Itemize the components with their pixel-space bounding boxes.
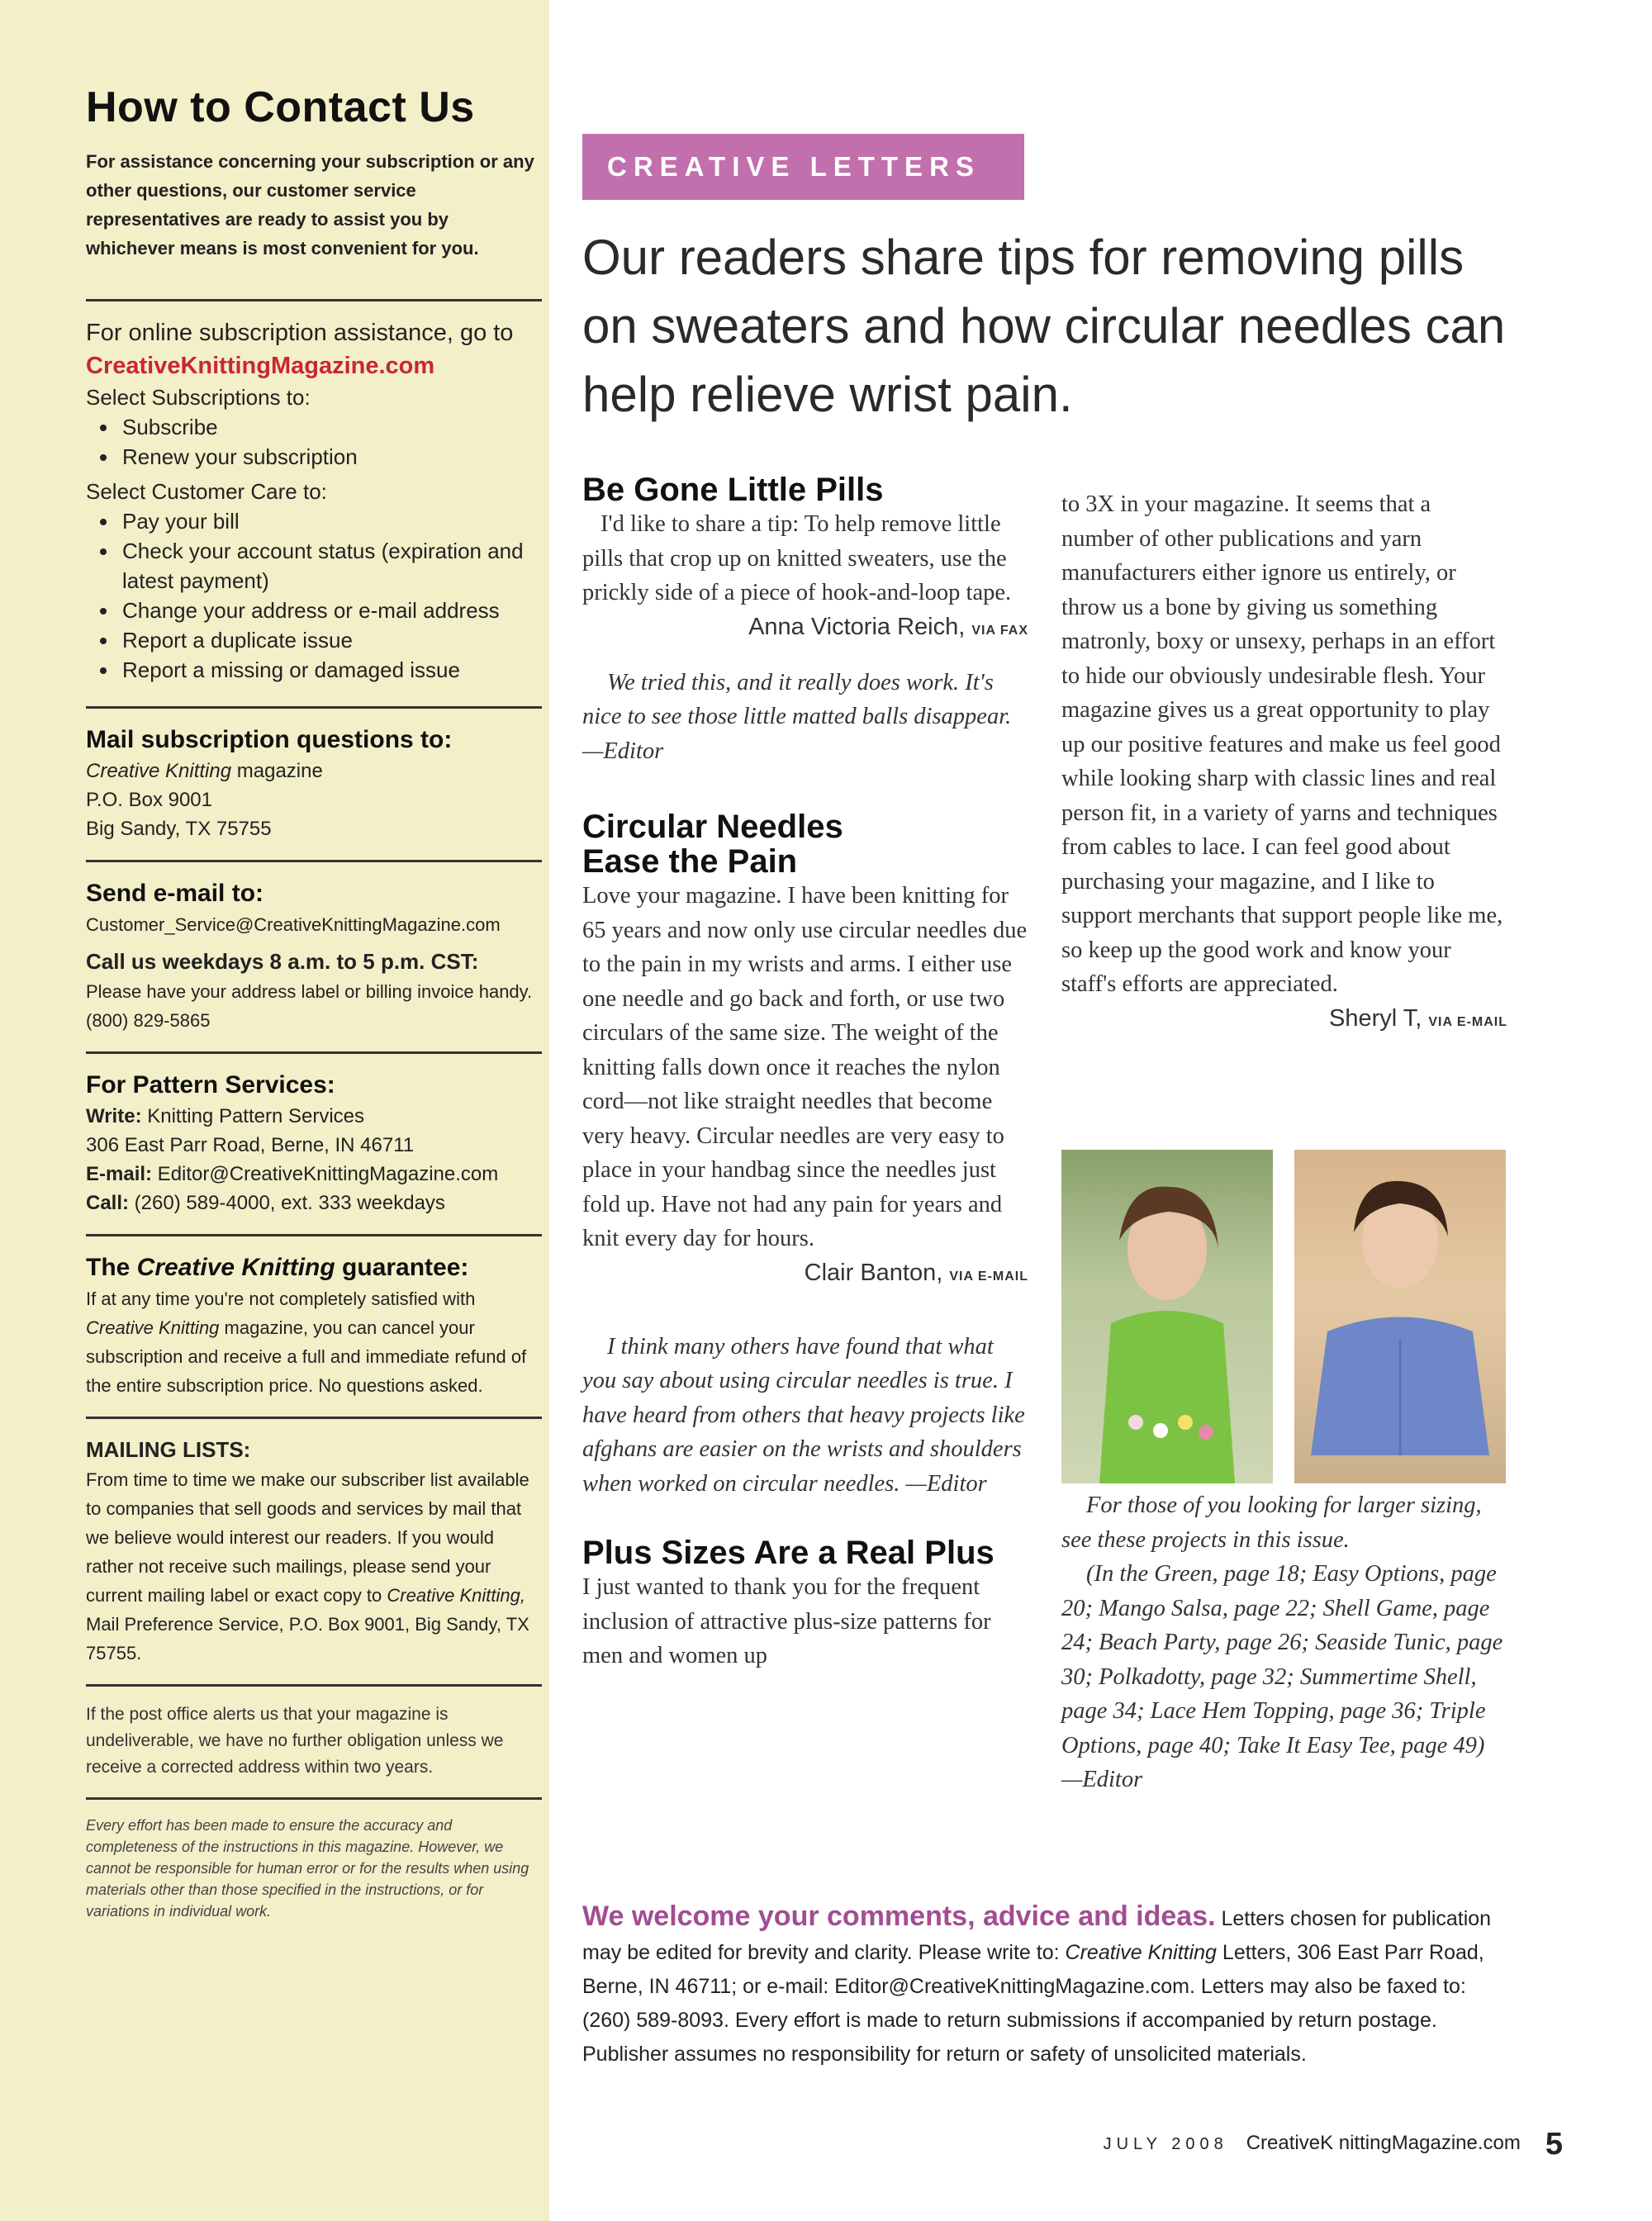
article-heading-pills: Be Gone Little Pills [582, 472, 884, 508]
photo-green-top-illustration [1061, 1150, 1273, 1483]
guarantee-text: If at any time you're not completely satisfied with [86, 1288, 476, 1309]
sidebar-intro: For assistance concerning your subscription or any other questions, our customer service representatives are ready to assist you by whichever means is most convenient for you. [86, 151, 534, 259]
mailing-text: From time to time we make our subscriber list available to companies that sell goods and services by mail that we believe would interest our readers. If you would rather not receive such mailings, please send your current mailing label or exact copy to [86, 1469, 529, 1606]
call-label: Call: [86, 1192, 130, 1214]
guarantee-heading-pre: The [86, 1254, 137, 1281]
photo-caption [1061, 1488, 1507, 1797]
editor-note-pills: We tried this, and it really does work. It's nice to see those little matted balls disappear. —Editor [582, 669, 1012, 764]
caption-projects: (In the Green, page 18; Easy Options, page 20; Mango Salsa, page 22; Shell Game, page 24; Beach Party, page 26; Seaside Tunic, page 30; Polkadotty, page 32; Summertime Shell, page 34; Lace Hem Topping, page 36; Triple Options, page 40; Take It Easy Tee, page 49) —Editor [1061, 1561, 1503, 1792]
via-label: VIA FAX [971, 623, 1028, 638]
article-body-plus-2: to 3X in your magazine. It seems that a number of other publications and yarn manufacturers either ignore us entirely, or throw us a bone by giving us something matronly, boxy or unsexy, perhaps in an effort to hide our obviously undesirable flesh. Your magazine gives us a great opportunity to play up our positive features and make us feel good while looking sharp with classic lines and real person fit, in a variety of yarns and techniques from cables to lace. I can feel good about purchasing your magazine, and I like to support merchants that support people like me, so keep up the good work and know your staff's efforts are appreciated. [1061, 491, 1503, 997]
welcome-heading: We welcome your comments, advice and ideas. [582, 1901, 1216, 1932]
disclaimer: Every effort has been made to ensure the accuracy and completeness of the instructions in this magazine. However, we cannot be responsible for human error or for the results when using materials other than those specified in the instructions, or for variations in individual work. [86, 1817, 529, 1920]
editor-note-needles: I think many others have found that what you say about using circular needles is true. I have heard from others that heavy projects like afghans are easier on the wrists and shoulders when worked on circular needles. —Editor [582, 1333, 1025, 1497]
subscriptions-label: Select Subscriptions to: [86, 385, 311, 410]
contact-sidebar [0, 0, 549, 2221]
mailing-text: Mail Preference Service, P.O. Box 9001, Big Sandy, TX 75755. [86, 1614, 529, 1663]
lede: Our readers share tips for removing pills on sweaters and how circular needles can help relieve wrist pain. [582, 230, 1506, 422]
magazine-name: Creative Knitting [86, 1317, 220, 1338]
article-body-pills: I'd like to share a tip: To help remove little pills that crop up on knitted sweaters, use the prickly side of a piece of hook-and-loop tape. [582, 511, 1012, 605]
magazine-name: Creative Knitting [86, 760, 232, 782]
subscriptions-list [86, 412, 542, 472]
list-item: • Subscribe [119, 412, 542, 442]
article-body-plus-1: I just wanted to thank you for the frequent inclusion of attractive plus-size patterns for men and women up [582, 1574, 991, 1668]
via-label: VIA E-MAIL [1428, 1014, 1507, 1029]
magazine-name: Creative Knitting, [387, 1585, 525, 1606]
submission-text: Letters, 306 East Parr Road, Berne, IN 46711; or e-mail: Editor@CreativeKnittingMagazine.com. Letters may also be faxed to: (260) 589-8093. Every effort is made to return submissions if accompanied by return postage. Publisher assumes no responsibility for return or safety of unsolicited materials. [582, 1941, 1484, 2066]
email-label: E-mail: [86, 1163, 153, 1185]
photo-green-top [1061, 1150, 1273, 1483]
contact-sidebar-content [86, 83, 542, 1939]
magazine-name: Creative Knitting [1065, 1941, 1217, 1964]
caption-text: For those of you looking for larger sizing, see these projects in this issue. [1061, 1493, 1482, 1553]
heading-line: Circular Needles [582, 809, 843, 845]
disclaimer-section [86, 1800, 542, 1939]
pattern-heading: For Pattern Services: [86, 1071, 335, 1099]
heading-line: Ease the Pain [582, 843, 798, 880]
mailing-heading: MAILING LISTS: [86, 1437, 251, 1462]
signer: Sheryl T, [1329, 1004, 1422, 1032]
mail-line: Big Sandy, TX 75755 [86, 818, 272, 840]
post-office-section [86, 1687, 542, 1797]
customer-care-list [86, 506, 542, 685]
column-right [1061, 487, 1507, 1039]
list-item: • Report a missing or damaged issue [119, 655, 542, 685]
list-item: • Check your account status (expiration and latest payment) [119, 536, 542, 596]
submission-text: Letters chosen for publication may be edited for brevity and clarity. Please write to: [582, 1907, 1492, 1964]
pattern-email[interactable]: Editor@CreativeKnittingMagazine.com [152, 1163, 499, 1185]
list-item: • Change your address or e-mail address [119, 596, 542, 625]
write-label: Write: [86, 1105, 142, 1127]
photo-blue-top [1294, 1150, 1506, 1483]
pattern-write: Knitting Pattern Services [141, 1105, 365, 1127]
email-section [86, 862, 542, 1051]
post-office-note: If the post office alerts us that your magazine is undeliverable, we have no further obligation unless we receive a corrected address within two years. [86, 1705, 504, 1777]
via-label: VIA E-MAIL [949, 1269, 1028, 1284]
article-heading-plus: Plus Sizes Are a Real Plus [582, 1535, 995, 1571]
page-number: 5 [1545, 2127, 1563, 2162]
page-folio [1104, 2127, 1563, 2162]
photo-blue-top-illustration [1294, 1150, 1506, 1483]
signer: Anna Victoria Reich, [748, 613, 966, 640]
online-section [86, 301, 542, 706]
sidebar-title: How to Contact Us [86, 83, 475, 131]
mail-heading: Mail subscription questions to: [86, 726, 453, 753]
pattern-call: (260) 589-4000, ext. 333 weekdays [129, 1192, 445, 1214]
column-left [582, 472, 1028, 1673]
customer-care-label: Select Customer Care to: [86, 479, 327, 504]
guarantee-heading-post: guarantee: [335, 1254, 469, 1281]
pattern-section [86, 1054, 542, 1234]
list-item: • Renew your subscription [119, 442, 542, 472]
pattern-address: 306 East Parr Road, Berne, IN 46711 [86, 1134, 415, 1156]
call-text: Please have your address label or billing invoice handy. (800) 829-5865 [86, 981, 533, 1031]
list-item: • Pay your bill [119, 506, 542, 536]
article-heading-needles [582, 809, 1028, 879]
list-item: • Report a duplicate issue [119, 625, 542, 655]
online-link[interactable]: CreativeKnittingMagazine.com [86, 353, 435, 379]
online-intro: For online subscription assistance, go to [86, 320, 514, 346]
email-address[interactable]: Customer_Service@CreativeKnittingMagazine.com [86, 914, 501, 935]
email-heading: Send e-mail to: [86, 880, 264, 907]
guarantee-heading-magazine: Creative Knitting [136, 1254, 335, 1281]
call-heading: Call us weekdays 8 a.m. to 5 p.m. CST: [86, 949, 479, 974]
mail-line: P.O. Box 9001 [86, 789, 212, 811]
guarantee-text: magazine, you can cancel your subscription and receive a full and immediate refund of the entire subscription price. No questions asked. [86, 1317, 527, 1396]
guarantee-section [86, 1236, 542, 1417]
section-banner: CREATIVE LETTERS [582, 134, 1024, 200]
site-url[interactable]: CreativeK nittingMagazine.com [1246, 2132, 1521, 2154]
mailing-lists-section [86, 1419, 542, 1684]
issue-date: JULY 2008 [1103, 2135, 1228, 2153]
submission-info [582, 1900, 1507, 2072]
article-body-needles: Love your magazine. I have been knitting for 65 years and now only use circular needles due to the pain in my wrists and arms. I either use one needle and go back and forth, or use two circulars of the same size. The weight of the knitting falls down once it reaches the nylon cord—not like straight needles that become very heavy. Circular needles are very easy to place in your handbag since the needles just fold up. Have not had any pain for years and knit every day for hours. [582, 883, 1028, 1251]
signer: Clair Banton, [804, 1259, 943, 1286]
mail-line: magazine [231, 760, 323, 782]
mail-section [86, 709, 542, 860]
